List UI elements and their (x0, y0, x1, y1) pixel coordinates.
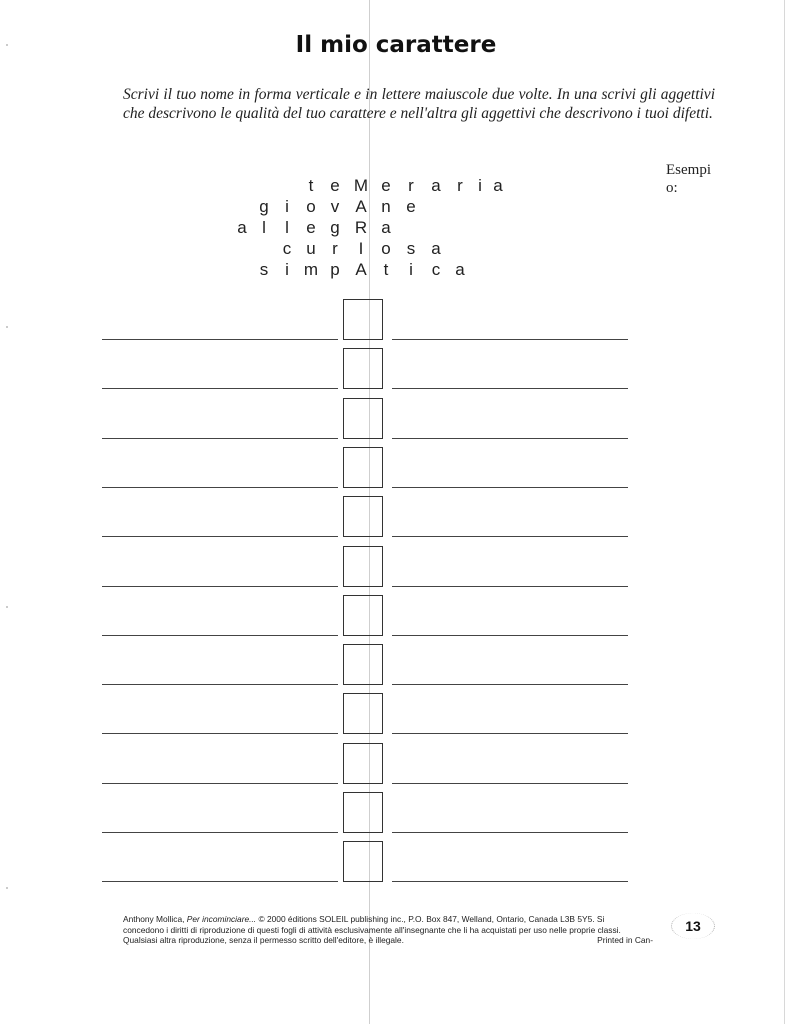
acrostic-row (0, 197, 792, 218)
acrostic-row (0, 239, 792, 260)
letter-box[interactable] (343, 743, 383, 784)
acrostic-letter: i (478, 176, 482, 195)
writing-row (0, 546, 792, 588)
acrostic-letter: r (332, 239, 338, 258)
qualities-write-line[interactable] (102, 684, 338, 685)
scan-speck (6, 606, 8, 608)
acrostic-letter: c (282, 239, 292, 258)
acrostic-letter: e (406, 197, 416, 216)
scan-speck (6, 887, 8, 889)
qualities-write-line[interactable] (102, 536, 338, 537)
writing-row (0, 743, 792, 785)
defects-write-line[interactable] (392, 388, 628, 389)
letter-box[interactable] (343, 841, 383, 882)
acrostic-row (0, 260, 792, 281)
acrostic-letter: a (455, 260, 465, 279)
acrostic-row (0, 218, 792, 239)
footer-printed: Printed in Can- (597, 935, 653, 945)
defects-write-line[interactable] (392, 586, 628, 587)
defects-write-line[interactable] (392, 881, 628, 882)
qualities-write-line[interactable] (102, 635, 338, 636)
instructions-text: Scrivi il tuo nome in forma verticale e in lettere maiuscole due volte. In una scrivi gli aggettivi che descrivono le qualità del tuo carattere e nell'altra gli aggettivi che descrivono i tuoi difetti. (123, 86, 715, 122)
qualities-write-line[interactable] (102, 832, 338, 833)
acrostic-letter: a (493, 176, 503, 195)
defects-write-line[interactable] (392, 783, 628, 784)
example-label: Esempi o: (666, 162, 711, 196)
page-title: Il mio carattere (295, 32, 497, 58)
acrostic-example (0, 176, 792, 286)
acrostic-letter: a (237, 218, 247, 237)
writing-row (0, 348, 792, 390)
acrostic-key-letter: A (355, 260, 367, 279)
qualities-write-line[interactable] (102, 586, 338, 587)
qualities-write-line[interactable] (102, 881, 338, 882)
acrostic-letter: g (259, 197, 269, 216)
letter-box[interactable] (343, 447, 383, 488)
acrostic-letter: e (330, 176, 340, 195)
letter-box[interactable] (343, 644, 383, 685)
acrostic-letter: a (431, 239, 441, 258)
acrostic-letter: a (381, 218, 391, 237)
defects-write-line[interactable] (392, 536, 628, 537)
footer-line-3: Qualsiasi altra riproduzione, senza il permesso scritto dell'editore, è illegale. (123, 935, 404, 945)
defects-write-line[interactable] (392, 635, 628, 636)
acrostic-letter: c (431, 260, 441, 279)
writing-row (0, 693, 792, 735)
footer-book-title: Per incominciare... (186, 914, 257, 924)
writing-row (0, 398, 792, 440)
acrostic-key-letter: A (355, 197, 367, 216)
letter-box[interactable] (343, 693, 383, 734)
writing-row (0, 299, 792, 341)
acrostic-letter: l (262, 218, 266, 237)
letter-box[interactable] (343, 496, 383, 537)
letter-box[interactable] (343, 546, 383, 587)
defects-write-line[interactable] (392, 339, 628, 340)
acrostic-key-letter: I (358, 239, 364, 258)
acrostic-letter: a (431, 176, 441, 195)
acrostic-letter: e (306, 218, 316, 237)
qualities-write-line[interactable] (102, 388, 338, 389)
letter-box[interactable] (343, 398, 383, 439)
defects-write-line[interactable] (392, 684, 628, 685)
acrostic-letter: v (330, 197, 340, 216)
acrostic-letter: l (285, 218, 289, 237)
acrostic-letter: i (285, 197, 289, 216)
qualities-write-line[interactable] (102, 783, 338, 784)
acrostic-letter: s (406, 239, 416, 258)
footer-line-1 (123, 914, 653, 925)
defects-write-line[interactable] (392, 733, 628, 734)
scan-speck (6, 326, 8, 328)
qualities-write-line[interactable] (102, 438, 338, 439)
acrostic-key-letter: M (353, 176, 369, 195)
acrostic-letter: o (306, 197, 316, 216)
acrostic-letter: s (259, 260, 269, 279)
footer-line-2: concedono i diritti di riproduzione di questi fogli di attività esclusivamente all'insegnante che li ha acquistati per uso nelle proprie classi. (123, 924, 621, 935)
writing-row (0, 496, 792, 538)
defects-write-line[interactable] (392, 438, 628, 439)
letter-box[interactable] (343, 792, 383, 833)
letter-box[interactable] (343, 348, 383, 389)
scan-speck (6, 44, 8, 46)
acrostic-letter: r (408, 176, 414, 195)
acrostic-key-letter: R (354, 218, 368, 237)
qualities-write-line[interactable] (102, 339, 338, 340)
letter-box[interactable] (343, 595, 383, 636)
copyright-footer (123, 914, 653, 946)
writing-row (0, 644, 792, 686)
acrostic-letter: t (308, 176, 314, 195)
writing-row (0, 595, 792, 637)
footer-copyright: © 2000 éditions SOLEIL publishing inc., P.O. Box 847, Welland, Ontario, Canada L3B 5Y5. Si (256, 914, 605, 924)
acrostic-letter: g (330, 218, 340, 237)
acrostic-letter: p (330, 260, 340, 279)
qualities-write-line[interactable] (102, 733, 338, 734)
footer-author: Anthony Mollica, (123, 914, 187, 924)
acrostic-letter: t (383, 260, 389, 279)
defects-write-line[interactable] (392, 832, 628, 833)
writing-row (0, 841, 792, 883)
writing-row (0, 447, 792, 489)
acrostic-letter: o (381, 239, 391, 258)
acrostic-letter: i (285, 260, 289, 279)
acrostic-letter: u (306, 239, 316, 258)
acrostic-letter: n (381, 197, 391, 216)
acrostic-row (0, 176, 792, 197)
page-number: 13 (671, 913, 715, 939)
defects-write-line[interactable] (392, 487, 628, 488)
acrostic-letter: i (409, 260, 413, 279)
acrostic-letter: r (457, 176, 463, 195)
acrostic-letter: e (381, 176, 391, 195)
writing-row (0, 792, 792, 834)
qualities-write-line[interactable] (102, 487, 338, 488)
acrostic-letter: m (303, 260, 319, 279)
letter-box[interactable] (343, 299, 383, 340)
